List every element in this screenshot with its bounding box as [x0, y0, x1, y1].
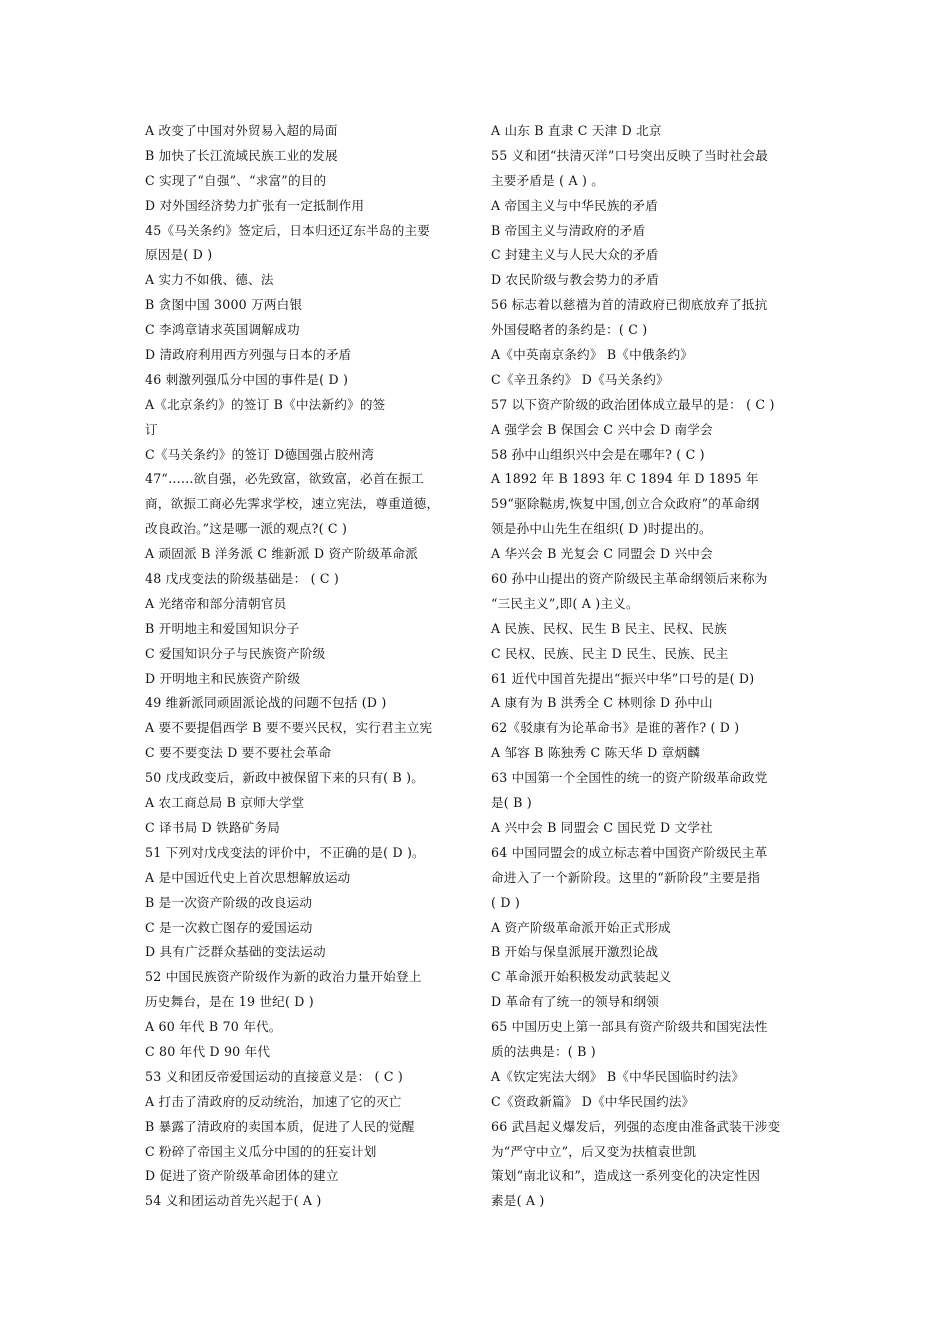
- right-text-line: 56 标志着以慈禧为首的清政府已彻底放弃了抵抗: [491, 297, 768, 313]
- right-text-line: 为“严守中立”，后又变为扶植袁世凯: [491, 1143, 697, 1159]
- left-text-line: 改良政治。”这是哪一派的观点?( C ): [145, 521, 348, 537]
- right-text-line: 65 中国历史上第一部具有资产阶级共和国宪法性: [491, 1019, 768, 1035]
- right-text-line: A 民族、民权、民生 B 民主、民权、民族: [491, 620, 728, 636]
- right-column: [491, 119, 816, 1214]
- left-text-line: C 粉碎了帝国主义瓜分中国的的狂妄计划: [145, 1143, 377, 1159]
- left-text-line: A《北京条约》的签订 B《中法新约》的签: [145, 396, 386, 412]
- left-text-line: 历史舞台，是在 19 世纪( D ): [145, 994, 314, 1010]
- left-text-line: 原因是( D ): [145, 247, 213, 263]
- left-text-line: A 实力不如俄、德、法: [145, 272, 274, 288]
- right-text-line: ( D ): [491, 894, 520, 910]
- left-text-line: D 促进了资产阶级革命团体的建立: [145, 1168, 339, 1184]
- right-text-line: 58 孙中山组织兴中会是在哪年? ( C ): [491, 446, 705, 462]
- left-text-line: B 暴露了清政府的卖国本质，促进了人民的觉醒: [145, 1118, 415, 1134]
- left-text-line: C 80 年代 D 90 年代: [145, 1043, 271, 1059]
- right-text-line: 61 近代中国首先提出“振兴中华”口号的是( D): [491, 670, 755, 686]
- left-text-line: C 是一次救亡图存的爱国运动: [145, 919, 313, 935]
- left-text-line: A 农工商总局 B 京师大学堂: [145, 795, 305, 811]
- left-text-line: 45《马关条约》签定后，日本归还辽东半岛的主要: [145, 222, 431, 238]
- left-text-line: 订: [145, 421, 158, 437]
- left-text-line: D 具有广泛群众基础的变法运动: [145, 944, 326, 960]
- left-text-line: 52 中国民族资产阶级作为新的政治力量开始登上: [145, 969, 422, 985]
- left-text-line: D 清政府利用西方列强与日本的矛盾: [145, 347, 352, 363]
- right-text-line: D 革命有了统一的领导和纲领: [491, 994, 660, 1010]
- right-text-line: 主要矛盾是 ( A ) 。: [491, 172, 605, 188]
- left-text-line: 46 刺激列强瓜分中国的事件是( D ): [145, 371, 349, 387]
- left-text-line: 54 义和团运动首先兴起于( A ): [145, 1193, 322, 1209]
- right-text-line: 59“驱除鞑虏,恢复中国,创立合众政府”的革命纲: [491, 496, 760, 512]
- right-text-line: 策划“南北议和”，造成这一系列变化的决定性因: [491, 1168, 761, 1184]
- left-text-line: A 60 年代 B 70 年代。: [145, 1019, 282, 1035]
- left-text-line: B 加快了长江流域民族工业的发展: [145, 147, 338, 163]
- left-column: [145, 119, 465, 1214]
- left-text-line: 51 下列对戊戌变法的评价中，不正确的是( D )。: [145, 844, 425, 860]
- right-text-line: A 康有为 B 洪秀全 C 林则徐 D 孙中山: [491, 695, 713, 711]
- left-text-line: 47“……欲自强，必先致富，欲致富，必首在振工: [145, 471, 424, 487]
- right-text-line: A 资产阶级革命派开始正式形成: [491, 919, 671, 935]
- left-text-line: A 改变了中国对外贸易入超的局面: [145, 123, 338, 138]
- right-text-line: C 民权、民族、民主 D 民生、民族、民主: [491, 645, 729, 661]
- left-text-line: D 开明地主和民族资产阶级: [145, 670, 301, 686]
- right-text-line: 55 义和团“扶清灭洋”口号突出反映了当时社会最: [491, 147, 768, 163]
- right-text-line: A 邹容 B 陈独秀 C 陈天华 D 章炳麟: [491, 745, 701, 761]
- right-text-line: B 开始与保皇派展开激烈论战: [491, 944, 659, 960]
- right-text-line: A 1892 年 B 1893 年 C 1894 年 D 1895 年: [491, 471, 759, 487]
- left-text-line: A 光绪帝和部分清朝官员: [145, 595, 287, 611]
- right-text-line: C《辛丑条约》 D《马关条约》: [491, 371, 669, 387]
- left-text-line: C 爱国知识分子与民族资产阶级: [145, 645, 326, 661]
- right-text-line: 66 武昌起义爆发后，列强的态度由准备武装干涉变: [491, 1118, 781, 1134]
- right-text-line: A 山东 B 直隶 C 天津 D 北京: [491, 123, 662, 138]
- right-text-line: A《钦定宪法大纲》 B《中华民国临时约法》: [491, 1068, 745, 1084]
- right-text-line: 质的法典是：( B ): [491, 1043, 596, 1059]
- left-text-line: B 开明地主和爱国知识分子: [145, 620, 300, 636]
- right-text-line: 外国侵略者的条约是：( C ): [491, 322, 648, 338]
- right-text-line: C《资政新篇》 D《中华民国约法》: [491, 1093, 695, 1109]
- left-text-line: D 对外国经济势力扩张有一定抵制作用: [145, 197, 365, 213]
- right-text-line: “三民主义”,即( A )主义。: [491, 595, 639, 611]
- left-text-line: A 是中国近代史上首次思想解放运动: [145, 869, 351, 885]
- right-text-line: C 革命派开始积极发动武装起义: [491, 969, 672, 985]
- left-text-line: C《马关条约》的签订 D德国强占胶州湾: [145, 446, 375, 462]
- right-text-line: 领是孙中山先生在组织( D )时提出的。: [491, 521, 712, 537]
- left-text-line: C 要不要变法 D 要不要社会革命: [145, 745, 332, 761]
- right-text-line: 60 孙中山提出的资产阶级民主革命纲领后来称为: [491, 571, 768, 587]
- left-text-line: C 李鸿章请求英国调解成功: [145, 322, 300, 338]
- left-text-line: B 贪图中国 3000 万两白银: [145, 297, 303, 313]
- right-text-line: 62《驳康有为论革命书》是谁的著作? ( D ): [491, 720, 740, 736]
- left-text-line: A 要不要提倡西学 B 要不要兴民权，实行君主立宪: [145, 720, 433, 736]
- left-text-line: A 顽固派 B 洋务派 C 维新派 D 资产阶级革命派: [145, 546, 419, 562]
- left-text-line: B 是一次资产阶级的改良运动: [145, 894, 313, 910]
- right-text-line: 命进入了一个新阶段。这里的“新阶段”主要是指: [491, 869, 761, 885]
- right-text-line: A《中英南京条约》 B《中俄条约》: [491, 347, 694, 363]
- right-text-line: B 帝国主义与清政府的矛盾: [491, 222, 646, 238]
- left-text-line: C 实现了“自强”、“求富”的目的: [145, 172, 327, 188]
- right-text-line: A 华兴会 B 光复会 C 同盟会 D 兴中会: [491, 546, 713, 562]
- right-text-line: A 强学会 B 保国会 C 兴中会 D 南学会: [491, 421, 713, 437]
- right-text-line: A 帝国主义与中华民族的矛盾: [491, 197, 659, 213]
- left-text-line: 48 戊戌变法的阶级基础是： ( C ): [145, 571, 340, 587]
- right-text-line: 64 中国同盟会的成立标志着中国资产阶级民主革: [491, 844, 768, 860]
- right-text-line: 素是( A ): [491, 1193, 545, 1209]
- right-text-line: A 兴中会 B 同盟会 C 国民党 D 文学社: [491, 819, 713, 835]
- left-text-line: 49 维新派同顽固派论战的问题不包括 (D ): [145, 695, 387, 711]
- right-text-line: 57 以下资产阶级的政治团体成立最早的是： ( C ): [491, 396, 775, 412]
- right-text-line: D 农民阶级与教会势力的矛盾: [491, 272, 660, 288]
- left-text-line: 53 义和团反帝爱国运动的直接意义是： ( C ): [145, 1068, 404, 1084]
- left-text-line: 商，欲振工商必先霁求学校，速立宪法，尊重道德，: [145, 496, 440, 512]
- right-text-line: 是( B ): [491, 795, 532, 811]
- right-text-line: C 封建主义与人民大众的矛盾: [491, 247, 659, 263]
- right-text-line: 63 中国第一个全国性的统一的资产阶级革命政党: [491, 770, 768, 786]
- left-text-line: 50 戊戌政变后，新政中被保留下来的只有( B )。: [145, 770, 425, 786]
- left-text-line: A 打击了清政府的反动统治，加速了它的灭亡: [145, 1093, 402, 1109]
- left-text-line: C 译书局 D 铁路矿务局: [145, 819, 281, 835]
